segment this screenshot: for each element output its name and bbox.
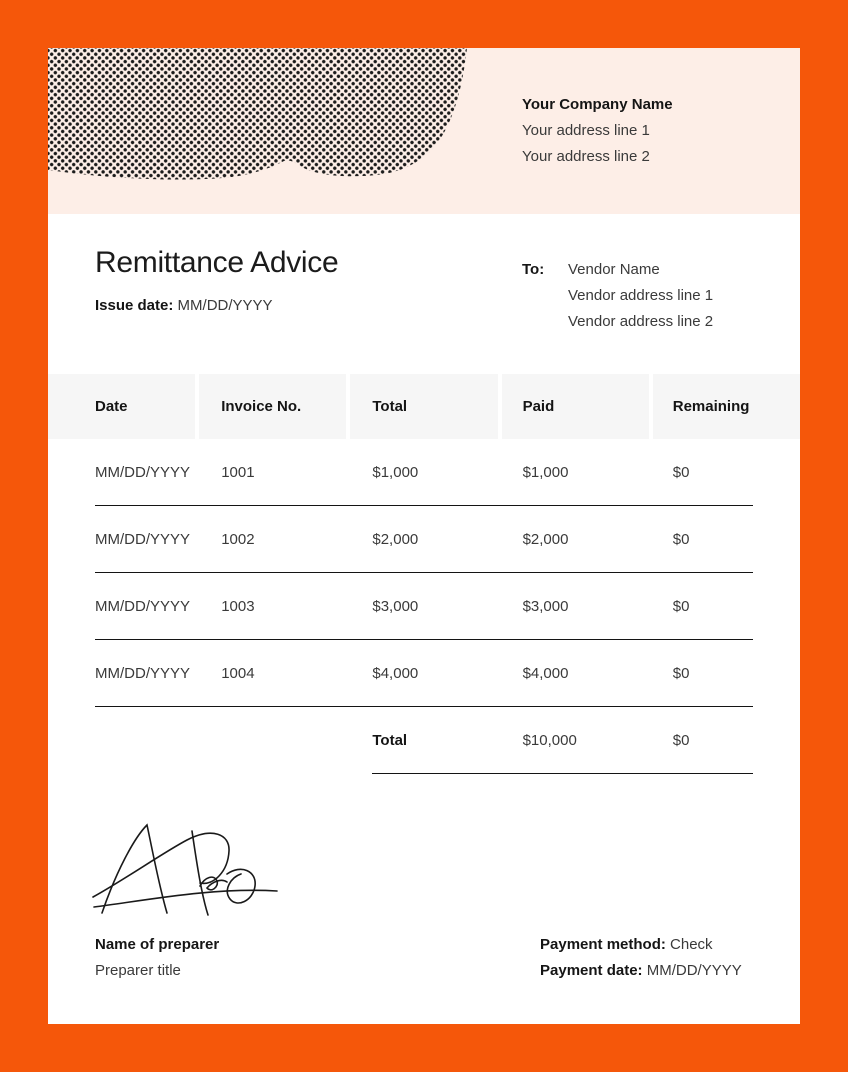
cell-remaining: $0	[672, 530, 690, 548]
column-header-date: Date	[48, 374, 195, 439]
payment-method-row	[540, 932, 742, 958]
recipient-label: To:	[522, 261, 545, 278]
table-total-row	[48, 707, 800, 773]
cell-paid: $2,000	[522, 530, 569, 548]
cell-total: $1,000	[372, 463, 419, 481]
cell-invoice-no: 1001	[221, 463, 255, 481]
table-row	[48, 573, 800, 639]
invoice-table	[48, 374, 800, 774]
issue-date-label: Issue date:	[95, 297, 174, 314]
vendor-address-line-1: Vendor address line 1	[568, 287, 714, 304]
recipient-details	[568, 257, 713, 335]
total-paid-value: $10,000	[522, 731, 577, 749]
column-header-invoice-no: Invoice No.	[199, 374, 346, 439]
page-title: Remittance Advice	[95, 246, 339, 279]
banner	[48, 48, 800, 214]
halftone-dots-decoration	[48, 48, 800, 214]
column-header-paid: Paid	[502, 374, 649, 439]
payment-method-value: Check	[670, 936, 713, 953]
issue-date-value: MM/DD/YYYY	[177, 297, 273, 314]
cell-date: MM/DD/YYYY	[95, 664, 191, 682]
table-row	[48, 506, 800, 572]
preparer-name: Name of preparer	[95, 936, 220, 953]
company-block	[522, 92, 673, 170]
cell-invoice-no: 1003	[221, 597, 255, 615]
recipient-block	[522, 257, 713, 335]
table-header-row	[48, 374, 800, 439]
cell-total: $2,000	[372, 530, 419, 548]
title-block	[95, 246, 338, 314]
cell-date: MM/DD/YYYY	[95, 597, 191, 615]
payment-method-label: Payment method:	[540, 936, 666, 953]
cell-remaining: $0	[672, 664, 690, 682]
company-name: Your Company Name	[522, 96, 673, 113]
column-header-remaining: Remaining	[653, 374, 800, 439]
vendor-address-line-2: Vendor address line 2	[568, 313, 714, 330]
table-row	[48, 439, 800, 505]
company-address-line-2: Your address line 2	[522, 148, 650, 165]
table-row	[48, 640, 800, 706]
total-remaining-value: $0	[672, 731, 690, 749]
cell-total: $3,000	[372, 597, 419, 615]
cell-paid: $3,000	[522, 597, 569, 615]
payment-date-row	[540, 958, 742, 984]
cell-date: MM/DD/YYYY	[95, 463, 191, 481]
remittance-document	[48, 48, 800, 1024]
cell-invoice-no: 1002	[221, 530, 255, 548]
payment-block	[540, 932, 742, 984]
preparer-title: Preparer title	[95, 962, 181, 979]
cell-paid: $4,000	[522, 664, 569, 682]
total-divider	[372, 773, 753, 774]
cell-paid: $1,000	[522, 463, 569, 481]
vendor-name: Vendor Name	[568, 261, 660, 278]
signature-scribble	[90, 814, 280, 919]
total-label: Total	[372, 731, 408, 749]
cell-total: $4,000	[372, 664, 419, 682]
column-header-total: Total	[350, 374, 497, 439]
payment-date-value: MM/DD/YYYY	[646, 962, 742, 979]
issue-date-row	[95, 297, 338, 314]
preparer-block	[95, 932, 219, 984]
cell-invoice-no: 1004	[221, 664, 255, 682]
company-address-line-1: Your address line 1	[522, 122, 650, 139]
cell-remaining: $0	[672, 597, 690, 615]
cell-empty	[199, 707, 346, 773]
cell-empty	[48, 707, 195, 773]
payment-date-label: Payment date:	[540, 962, 643, 979]
cell-date: MM/DD/YYYY	[95, 530, 191, 548]
cell-remaining: $0	[672, 463, 690, 481]
